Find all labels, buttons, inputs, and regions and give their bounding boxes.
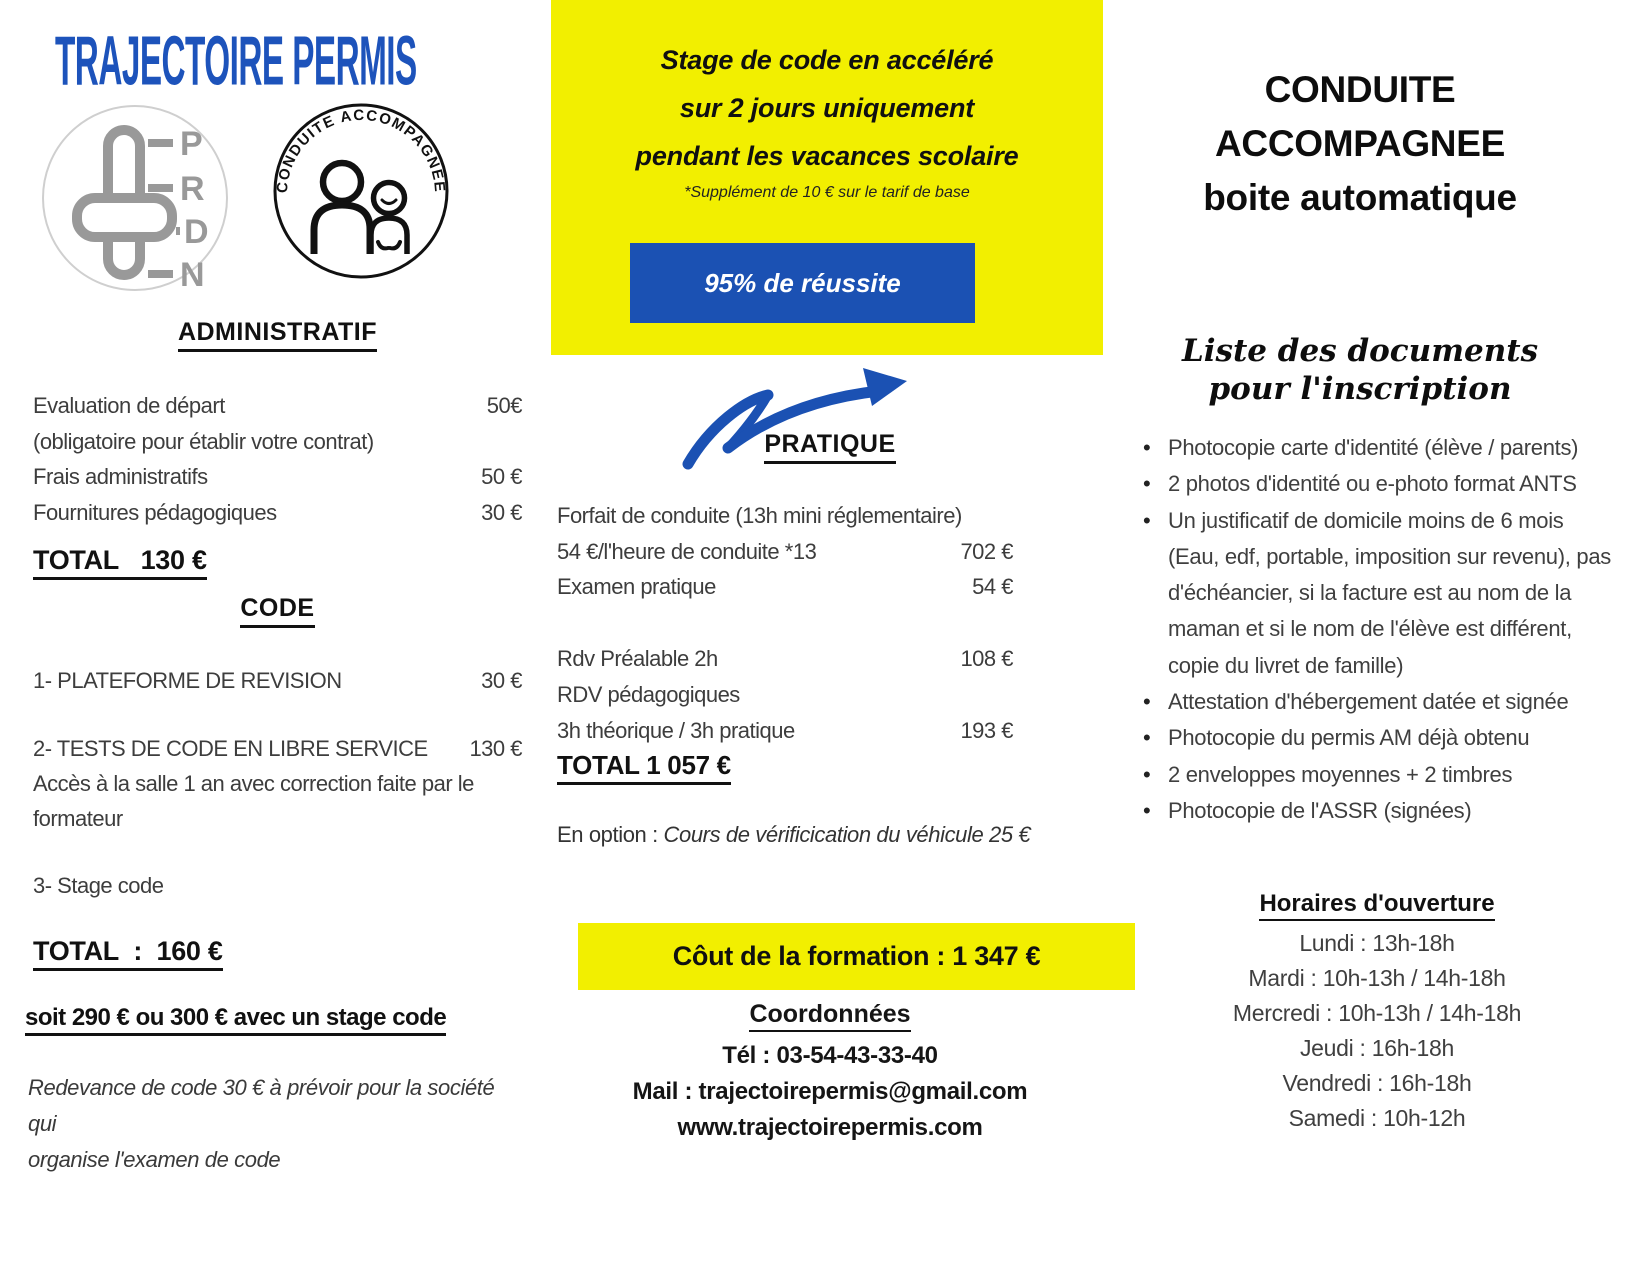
list-item: • Un justificatif de domicile moins de 6 mois (Eau, edf, portable, imposition sur revenu), pas d'échéancier, si la facture est au nom de la maman et si le nom de l'élève est différent, copie du livret de famille): [1143, 503, 1611, 684]
list-item: • 2 enveloppes moyennes + 2 timbres: [1143, 757, 1611, 793]
code-footnote: [28, 1070, 528, 1178]
gear-letter-p: P: [180, 125, 203, 163]
promo-highlight-box: [551, 0, 1103, 355]
gear-shifter-icon: [40, 100, 235, 295]
contact-block: [557, 1000, 1103, 1146]
success-rate-badge: 95% de réussite: [630, 243, 975, 323]
heading-line: pour l'inscription: [1208, 371, 1512, 407]
administratif-heading: ADMINISTRATIF: [178, 318, 377, 352]
row-label: 2- TESTS DE CODE EN LIBRE SERVICE: [33, 736, 428, 761]
row-label: RDV pédagogiques: [557, 681, 740, 707]
code-item2-note: Accès à la salle 1 an avec correction faite par le: [33, 771, 474, 796]
pratique-total: TOTAL 1 057 €: [557, 750, 731, 785]
opening-hours-header: [1157, 890, 1597, 921]
gear-letter-r: R: [180, 170, 205, 208]
promo-line: pendant les vacances scolaire: [635, 141, 1019, 171]
code-section-header: [33, 594, 522, 628]
contact-heading: Coordonnées: [749, 1000, 910, 1032]
table-row: [557, 569, 1013, 605]
row-label: 1- PLATEFORME DE REVISION: [33, 668, 342, 693]
hours-line: Samedi : 10h-12h: [1288, 1105, 1466, 1131]
row-price: 50€: [486, 393, 522, 418]
row-label: Examen pratique: [557, 574, 716, 600]
table-row: [557, 677, 1013, 713]
row-label: Rdv Préalable 2h: [557, 646, 718, 672]
promo-line: Stage de code en accéléré: [660, 45, 994, 75]
hours-line: Mercredi : 10h-13h / 14h-18h: [1232, 1000, 1522, 1026]
row-label: Evaluation de départ: [33, 393, 225, 418]
promo-line: sur 2 jours uniquement: [679, 93, 975, 123]
brand-wordmark: TRAJECTOIRE PERMIS: [55, 21, 417, 100]
row-label: Frais administratifs: [33, 464, 208, 489]
row-price: 30 €: [481, 668, 522, 693]
contact-phone: Tél : 03-54-43-33-40: [722, 1042, 938, 1069]
list-item: • Photocopie carte d'identité (élève / parents): [1143, 430, 1611, 466]
pratique-section-header: [557, 430, 1103, 464]
list-item: • Photocopie du permis AM déjà obtenu: [1143, 720, 1611, 756]
list-item: • Attestation d'hébergement datée et signée: [1143, 684, 1611, 720]
table-row: [33, 459, 522, 495]
row-price: 130 €: [469, 736, 522, 761]
gear-letter-n: N: [180, 256, 205, 294]
administratif-price-table: [33, 388, 522, 530]
row-label: (obligatoire pour établir votre contrat): [33, 428, 374, 454]
list-item: • 2 photos d'identité ou e-photo format ANTS: [1143, 466, 1611, 502]
code-total: TOTAL : 160 €: [33, 936, 223, 971]
option-prefix: En option :: [557, 822, 664, 847]
documents-list: [1143, 430, 1611, 829]
row-label: Forfait de conduite (13h mini réglementaire): [557, 503, 962, 528]
badge-arc-text: CONDUITE ACCOMPAGNÉE: [273, 106, 449, 194]
row-price: 702 €: [960, 538, 1013, 564]
row-label: Fournitures pédagogiques: [33, 499, 277, 525]
pratique-heading: PRATIQUE: [764, 430, 895, 464]
heading-line: Liste des documents: [1181, 333, 1539, 369]
row-price: 108 €: [960, 646, 1013, 672]
code-heading: CODE: [240, 594, 314, 628]
table-row: [557, 498, 1013, 534]
table-row: [557, 641, 1013, 677]
table-row: [33, 731, 522, 767]
right-title: [1140, 63, 1580, 225]
administratif-section-header: [33, 318, 522, 352]
footnote-line: Redevance de code 30 € à prévoir pour la société qui: [28, 1075, 495, 1136]
option-italic-text: Cours de vérificication du véhicule 25 €: [663, 822, 1031, 847]
table-row: [33, 388, 522, 424]
table-row: [33, 663, 522, 699]
title-line: boite automatique: [1203, 177, 1517, 218]
administratif-total: TOTAL 130 €: [33, 545, 207, 580]
row-spacer: [557, 605, 1013, 641]
table-row: [33, 424, 522, 460]
title-line: ACCOMPAGNEE: [1215, 123, 1505, 164]
row-price: 30 €: [481, 499, 522, 525]
hours-line: Lundi : 13h-18h: [1299, 930, 1455, 956]
conduite-accompagnee-badge-icon: [272, 102, 450, 280]
row-price: 50 €: [481, 464, 522, 489]
hours-line: Vendredi : 16h-18h: [1282, 1070, 1472, 1096]
row-price: 54 €: [972, 574, 1013, 600]
hours-line: Mardi : 10h-13h / 14h-18h: [1248, 965, 1506, 991]
opening-hours-list: [1157, 926, 1597, 1136]
hours-line: Jeudi : 16h-18h: [1299, 1035, 1455, 1061]
documents-list-heading: [1140, 332, 1580, 408]
contact-email: Mail : trajectoirepermis@gmail.com: [632, 1078, 1028, 1105]
row-price: 193 €: [960, 717, 1013, 743]
table-row: [33, 495, 522, 531]
gear-letter-d: D: [184, 213, 209, 251]
list-item: • Photocopie de l'ASSR (signées): [1143, 793, 1611, 829]
row-label: 54 €/l'heure de conduite *13: [557, 538, 817, 564]
title-line: CONDUITE: [1264, 69, 1456, 110]
promo-supplement-note: *Supplément de 10 € sur le tarif de base: [684, 184, 970, 201]
code-item2-note: formateur: [33, 806, 123, 831]
code-item3: 3- Stage code: [33, 873, 164, 898]
opening-hours-heading: Horaires d'ouverture: [1259, 890, 1494, 921]
total-cost-banner: Côut de la formation : 1 347 €: [578, 923, 1135, 990]
code-combo-price: soit 290 € ou 300 € avec un stage code: [25, 1004, 446, 1036]
table-row: [557, 534, 1013, 570]
footnote-line: organise l'examen de code: [28, 1147, 281, 1172]
table-row: [557, 713, 1013, 749]
contact-website: www.trajectoirepermis.com: [677, 1114, 983, 1141]
pratique-price-table: [557, 498, 1013, 785]
option-note: [557, 822, 1030, 848]
row-label: 3h théorique / 3h pratique: [557, 717, 795, 743]
